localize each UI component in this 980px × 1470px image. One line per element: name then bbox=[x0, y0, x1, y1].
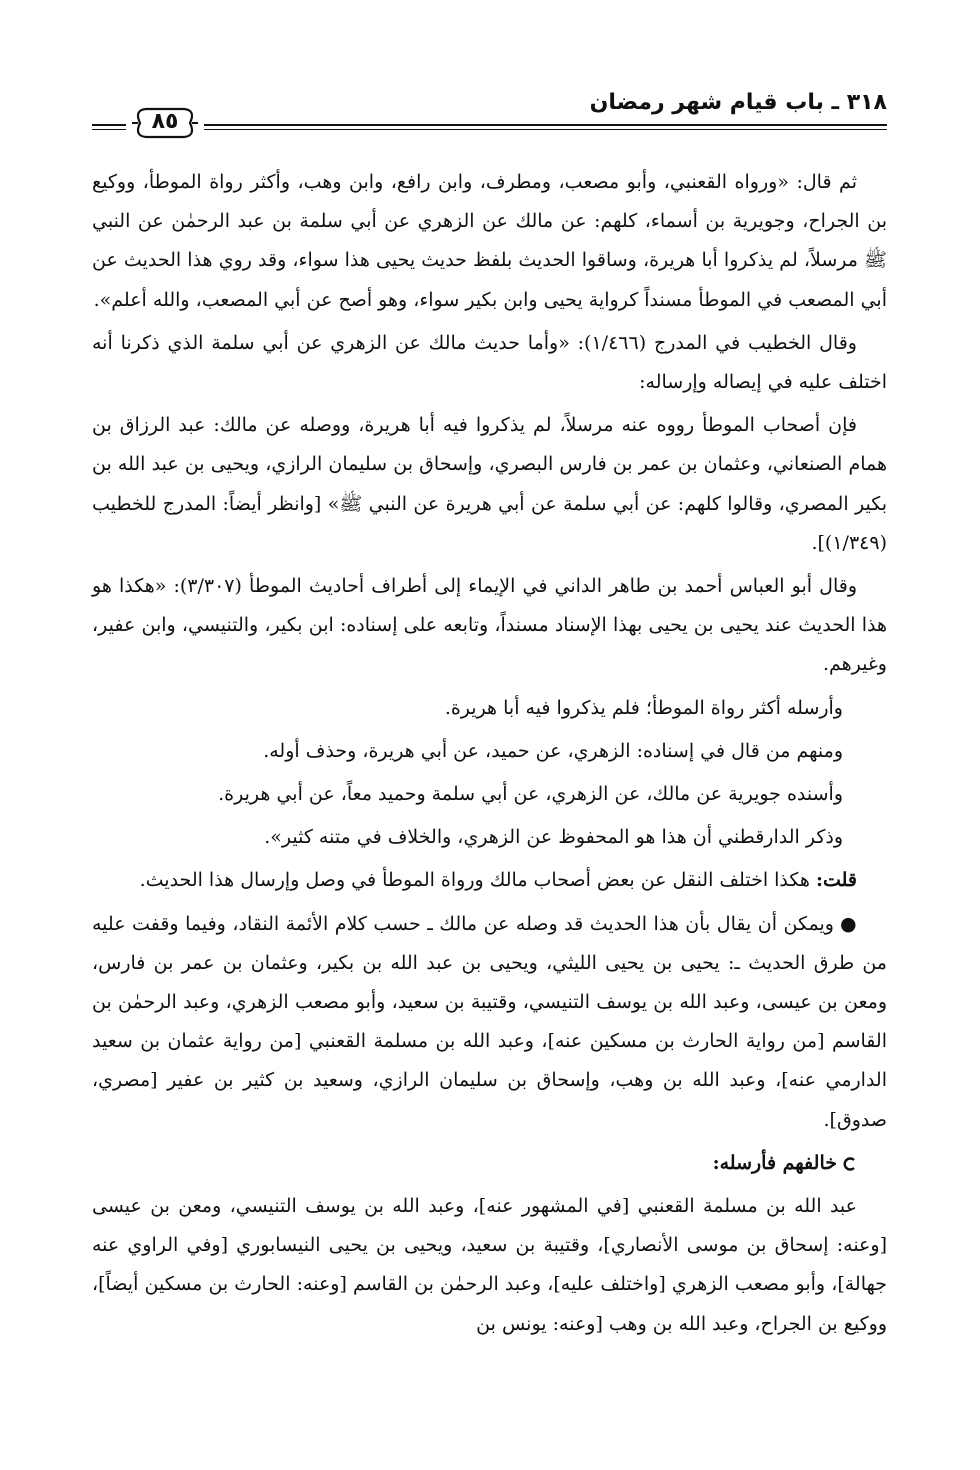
paragraph-12: عبد الله بن مسلمة القعنبي [في المشهور عنه]، وعبد الله بن يوسف التنيسي، ومعن بن عيسى [وعنه: إسحاق بن موسى الأنصاري]، وقتيبة بن سعيد، ويحيى بن يحيى النيسابوري [وفي الراوي عنه جهالة]، وأبو مصعب الزهري [واختلف عليه]، وعبد الرحمٰن بن القاسم [وعنه: الحارث بن مسكين أيضاً]، ووكيع بن الجراح، وعبد الله بن وهب [وعنه: يونس بن bbox=[92, 1195, 887, 1335]
bullet-text: ويمكن أن يقال بأن هذا الحديث قد وصله عن مالك ـ حسب كلام الأئمة النقاد، وفيما وقفت عليه من طرق الحديث ـ: يحيى بن يحيى الليثي، ويحيى بن عبد الله بن بكير، وعثمان بن عمر بن فارس، ومعن بن عيسى، وعبد الله بن يوسف التنيسي، وقتيبة بن سعيد، وأبو مصعب الزهري، وعبد الرحمٰن بن القاسم [من رواية الحارث بن مسكين عنه]، وعبد الله بن مسلمة القعنبي [من رواية عثمان بن سعيد الدارمي عنه]، وعبد الله بن وهب، وإسحاق بن سليمان الرازي، وسعيد بن كثير بن عفير [مصري، صدوق]. bbox=[92, 912, 887, 1131]
paragraph-3: فإن أصحاب الموطأ رووه عنه مرسلاً، لم يذكروا فيه أبا هريرة، ووصله عن مالك: عبد الرزاق بن همام الصنعاني، وعثمان بن عمر بن فارس البصري، وإسحاق بن سليمان الرازي، ويحيى بن عبد الله بن بكير المصري، وقالوا كلهم: عن أبي سلمة عن أبي هريرة عن النبي ﷺ» [وانظر أيضاً: المدرج للخطيب (١/٣٤٩)]. bbox=[92, 414, 887, 554]
bullet-icon: ● bbox=[839, 912, 857, 935]
paragraph-9 bbox=[92, 861, 887, 900]
paragraph-10 bbox=[92, 905, 887, 1140]
page-number: ٨٥ bbox=[151, 109, 179, 134]
paragraph-1: ثم قال: «ورواه القعنبي، وأبو مصعب، ومطرف، وابن رافع، وابن وهب، وأكثر رواة الموطأ، ووكيع بن الجراح، وجويرية بن أسماء، كلهم: عن مالك عن الزهري عن أبي سلمة بن عبد الرحمٰن عن النبي ﷺ مرسلاً، لم يذكروا أبا هريرة، وساقوا الحديث بلفظ حديث يحيى هذا سواء، وقد روي هذا الحديث عن أبي المصعب في الموطأ مسنداً كرواية يحيى وابن بكير سواء، وهو أصح عن أبي المصعب، والله أعلم». bbox=[92, 171, 887, 311]
page-number-ornament bbox=[132, 106, 198, 140]
header-rule-left bbox=[92, 124, 126, 126]
paragraph-2: وقال الخطيب في المدرج (١/٤٦٦): «وأما حديث مالك عن الزهري عن أبي سلمة الذي ذكرنا أنه اختلف عليه في إيصاله وإرساله: bbox=[92, 331, 887, 394]
subheading bbox=[92, 1144, 887, 1183]
page-header bbox=[92, 88, 887, 144]
paragraph-7: وأسنده جويرية عن مالك، عن الزهري، عن أبي سلمة وحميد معاً، عن أبي هريرة. bbox=[218, 783, 843, 806]
note-text: هكذا اختلف النقل عن بعض أصحاب مالك ورواة الموطأ في وصل وإرسال هذا الحديث. bbox=[139, 869, 810, 892]
paragraph-8: وذكر الدارقطني أن هذا هو المحفوظ عن الزهري، والخلاف في متنه كثير». bbox=[264, 826, 843, 849]
paragraph-5: وأرسله أكثر رواة الموطأ؛ فلم يذكروا فيه أبا هريرة. bbox=[444, 696, 843, 719]
paragraph-4: وقال أبو العباس أحمد بن طاهر الداني في الإيماء إلى أطراف أحاديث الموطأ (٣/٣٠٧): «هكذا هو هذا الحديث عند يحيى بن يحيى بهذا الإسناد مسنداً، وتابعه على إسناده: ابن بكير، والتنيسي، وابن عفير، وغيرهم. bbox=[92, 575, 887, 676]
subheading-text: خالفهم فأرسله: bbox=[712, 1151, 837, 1174]
header-rule-right bbox=[204, 124, 887, 126]
subhead-marker-icon bbox=[843, 1157, 857, 1171]
paragraph-6: ومنهم من قال في إسناده: الزهري، عن حميد، عن أبي هريرة، وحذف أوله. bbox=[263, 739, 843, 762]
page-body bbox=[92, 163, 887, 1348]
note-lead: قلت: bbox=[815, 869, 857, 892]
running-title: ٣١٨ ـ باب قيام شهر رمضان bbox=[589, 90, 887, 115]
